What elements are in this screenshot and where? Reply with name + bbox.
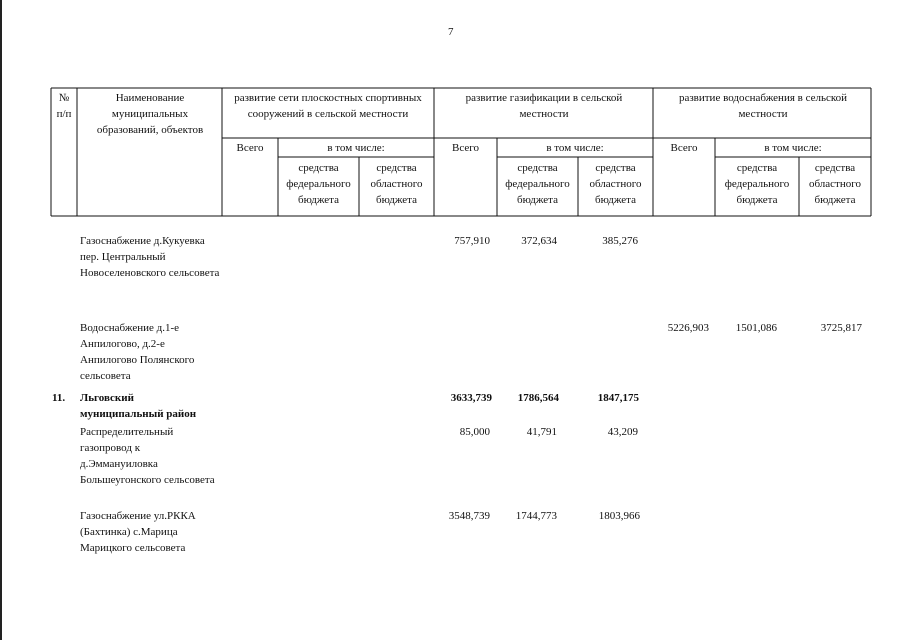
row-gas-federal: 372,634 <box>521 235 557 247</box>
row-gas-regional: 1847,175 <box>597 392 639 404</box>
row-object-name: Газоснабжение д.Кукуевка пер. Центральный Новоселеновского сельсовета <box>80 235 220 279</box>
row-gas-regional: 1803,966 <box>598 510 640 522</box>
header-group-sport: развитие сети плоскостных спортивных сооружений в сельской местности <box>234 92 422 120</box>
row-gas-total: 85,000 <box>459 426 490 438</box>
row-gas-federal: 1744,773 <box>515 510 557 522</box>
row-object-name: Распределительный газопровод к д.Эммануиловка Большеугонского сельсовета <box>80 426 215 486</box>
header-sport-total: Всего <box>236 142 264 154</box>
page-number: 7 <box>448 26 454 38</box>
header-water-regional: средства областного бюджета <box>808 162 861 206</box>
header-col-no: № п/п <box>56 92 72 120</box>
header-group-gas: развитие газификации в сельской местности <box>465 92 623 120</box>
header-group-water: развитие водоснабжения в сельской местности <box>678 92 848 120</box>
row-gas-regional: 43,209 <box>607 426 638 438</box>
header-water-federal: средства федерального бюджета <box>724 162 790 206</box>
row-water-federal: 1501,086 <box>735 322 777 334</box>
row-gas-regional: 385,276 <box>602 235 638 247</box>
header-sport-regional: средства областного бюджета <box>370 162 423 206</box>
row-water-total: 5226,903 <box>667 322 709 334</box>
row-object-name: Водоснабжение д.1-е Анпилогово, д.2-е Анпилогово Полянского сельсовета <box>80 322 195 382</box>
header-col-name: Наименование муниципальных образований, объектов <box>96 92 204 136</box>
header-sport-federal: средства федерального бюджета <box>286 162 351 206</box>
header-water-including: в том числе: <box>764 142 822 154</box>
header-sport-including: в том числе: <box>327 142 385 154</box>
header-gas-regional: средства областного бюджета <box>589 162 642 206</box>
row-district-name: Льговский муниципальный район <box>80 392 197 420</box>
header-gas-federal: средства федерального бюджета <box>505 162 570 206</box>
header-gas-total: Всего <box>452 142 479 154</box>
header-gas-including: в том числе: <box>546 142 604 154</box>
row-water-regional: 3725,817 <box>820 322 862 334</box>
row-gas-total: 3548,739 <box>448 510 490 522</box>
row-gas-total: 3633,739 <box>450 392 492 404</box>
row-gas-federal: 1786,564 <box>517 392 559 404</box>
header-water-total: Всего <box>670 142 698 154</box>
row-object-name: Газоснабжение ул.РККА (Бахтинка) с.Марица Марицкого сельсовета <box>80 510 196 554</box>
row-number: 11. <box>52 392 66 404</box>
row-gas-federal: 41,791 <box>526 426 557 438</box>
row-gas-total: 757,910 <box>454 235 490 247</box>
